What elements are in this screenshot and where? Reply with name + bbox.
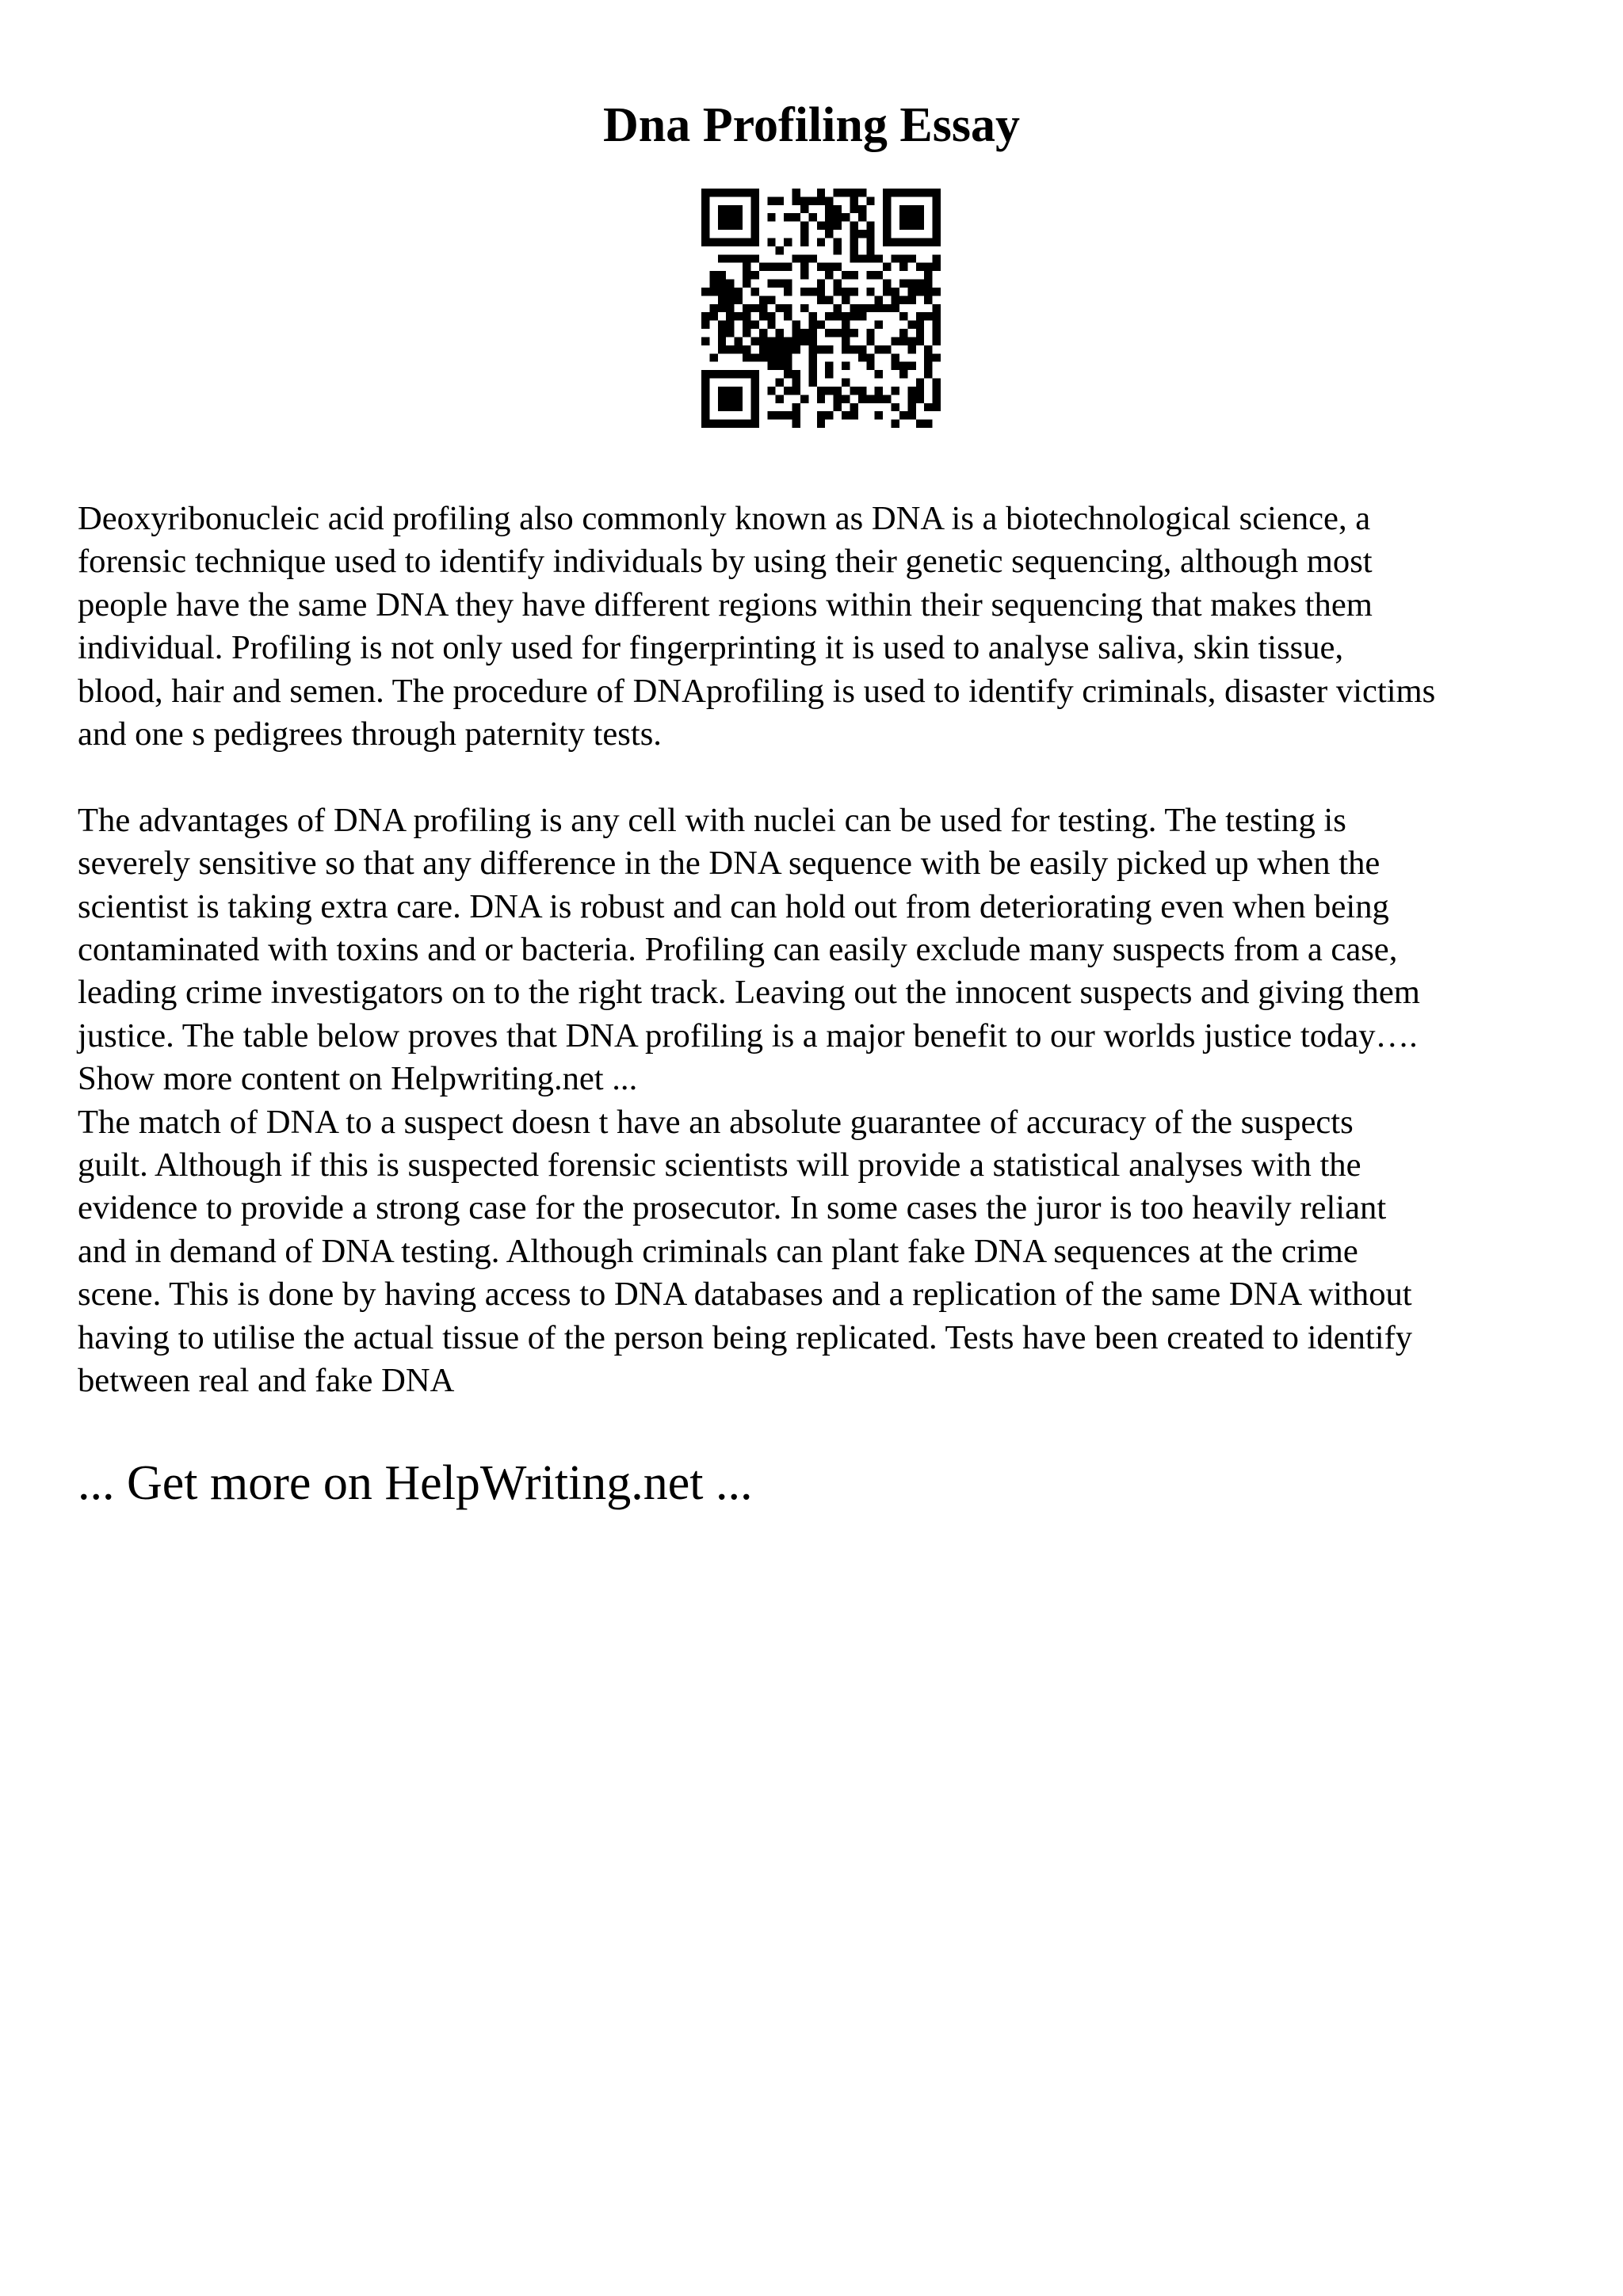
paragraph-intro: Deoxyribonucleic acid profiling also commonly known as DNA is a biotechnological science, a forensic technique used to identify individuals by using their genetic sequencing, although most people have the same DNA they have different regions within their sequencing that makes them individual. Profiling is not only used for fingerprinting it is used to analyse saliva, skin tissue, blood, hair and semen. The procedure of DNAprofiling is used to identify criminals, disaster victims and one s pedigrees through paternity tests. <box>78 500 1436 753</box>
show-more-link[interactable]: Show more content on Helpwriting.net ... <box>78 1060 638 1098</box>
get-more-link[interactable]: ... Get more on HelpWriting.net ... <box>78 1456 753 1510</box>
page-title: Dna Profiling Essay <box>603 98 1020 152</box>
paragraph-disadvantages: The match of DNA to a suspect doesn t have an absolute guarantee of accuracy of the suspects guilt. Although if this is suspected forensic scientists will provide a statistical analyses with the evidence to provide a strong case for the prosecutor. In some cases the juror is too heavily reliant and in demand of DNA testing. Although criminals can plant fake DNA sequences at the crime scene. This is done by having access to DNA databases and a replication of the same DNA without having to utilise the actual tissue of the person being replicated. Tests have been created to identify between real and fake DNA <box>78 1103 1413 1400</box>
paragraph-advantages: The advantages of DNA profiling is any cell with nuclei can be used for testing. The testing is severely sensitive so that any difference in the DNA sequence with be easily picked up when the scientist is taking extra care. DNA is robust and can hold out from deteriorating even when being contaminated with toxins and or bacteria. Profiling can easily exclude many suspects from a case, leading crime investigators on to the right track. Leaving out the innocent suspects and giving them justice. The table below proves that DNA profiling is a major benefit to our worlds justice today…. <box>78 801 1420 1055</box>
qr-code-icon[interactable] <box>701 189 941 428</box>
essay-body <box>78 498 1568 1403</box>
paragraph-gap <box>78 756 1568 799</box>
